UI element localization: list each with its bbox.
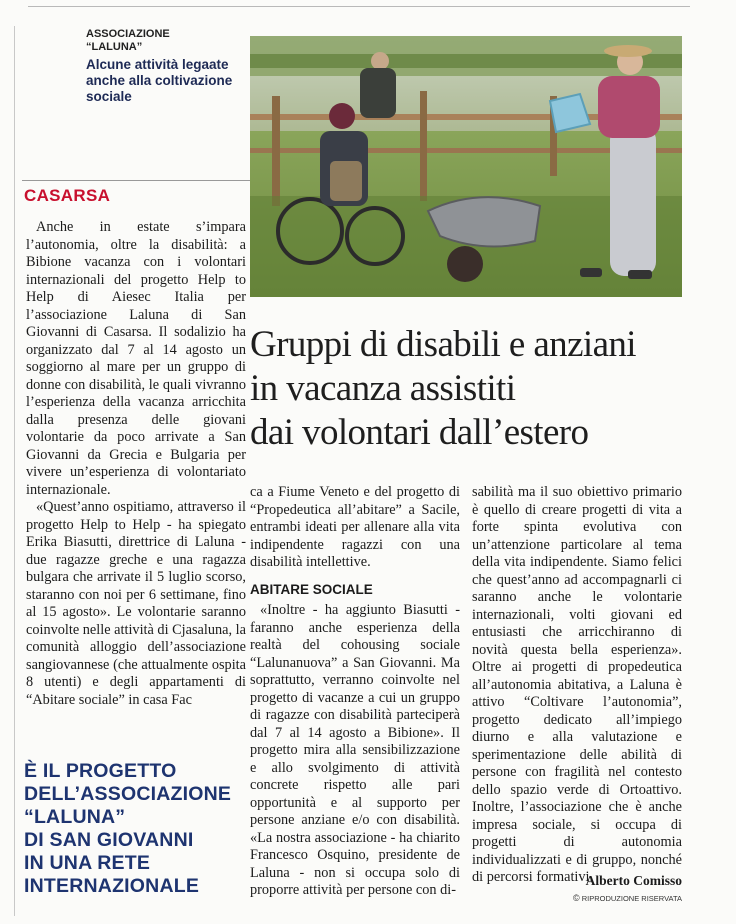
article-paragraph: «Quest’anno ospitiamo, attraverso il progetto Help to Help - ha spiegato Erika Biasutti, direttrice di Laluna - due ragazze greche e una ragazza bulgara che arrivate il 5 luglio scorso, staranno con noi per 6 settimane, fino al 15 agosto». Le volontarie saranno coinvolte nelle attività di Cjasaluna, la comunità alloggio dell’associazione sangiovannese (che attualmente ospita 8 utenti) e degli appartamenti di “Abitare sociale” in casa Fac — [26, 499, 246, 708]
pull-quote-line: È IL PROGETTO — [24, 760, 177, 782]
author-byline: Alberto Comisso — [585, 873, 682, 888]
pull-quote-line: IN UNA RETE — [24, 852, 151, 874]
article-column-1 — [26, 219, 246, 709]
caption-kicker-line1: ASSOCIAZIONE — [86, 28, 170, 40]
headline-line: Gruppi di disabili e anziani — [250, 324, 636, 365]
copyright-text: RIPRODUZIONE RISERVATA — [581, 894, 682, 903]
caption-kicker-line2: “LALUNA” — [86, 41, 143, 53]
headline-line: in vacanza assistiti — [250, 368, 516, 409]
location-label: CASARSA — [24, 186, 111, 205]
headline — [250, 323, 690, 455]
headline-line: dai volontari dall’estero — [250, 412, 589, 453]
article-paragraph: «Inoltre - ha aggiunto Biasutti - faranno anche esperienza della realtà del cohousing sociale “Lalunanuova” a San Giovanni. Ma soprattutto, verranno coinvolte nel progetto di vacanze a cui un gruppo di ragazze con disabilità parteciperà dal 7 al 14 agosto a Bibione». Il progetto mira alla sensibilizzazione e allo svolgimento di attività concrete rispetto alle pari opportunità e al supporto per persone anziane e/o con disabilità. «La nostra associazione - ha chiarito Francesco Osquino, presidente de Laluna - non si occupa solo di proporre attività per persone con di- — [250, 602, 460, 898]
garden-photo-illustration — [250, 36, 682, 297]
article-paragraph: ca a Fiume Veneto e del progetto di “Propedeutica all’abitare” a Sacile, entrambi ideati per allenare alla vita indipendente ragazzi con una disabilità intellettive. — [250, 484, 460, 570]
article-column-2 — [250, 484, 460, 900]
pull-quote-line: INTERNAZIONALE — [24, 875, 200, 897]
pull-quote-line: DELL’ASSOCIAZIONE — [24, 783, 232, 805]
copyright-notice — [472, 893, 682, 903]
location-rule — [22, 180, 250, 181]
left-margin-rule — [14, 26, 15, 916]
top-rule — [28, 6, 690, 7]
article-column-3 — [472, 484, 682, 887]
photo-caption-kicker — [86, 28, 246, 54]
section-subhead: ABITARE SOCIALE — [250, 581, 373, 597]
pull-quote-line: “LALUNA” — [24, 806, 126, 828]
article-paragraph: sabilità ma il suo obiettivo primario è quello di creare progetti di vita a forte spinta evolutiva con un’attenzione particolare al tema della vita indipendente. Siamo felici che quest’anno ad accompagnarli ci saranno anche le volontarie internazionali, volti giovani ed entusiasti che arricchiranno di novità questa bella esperienza». Oltre ai progetti di propedeutica all’autonomia abitativa, a Laluna è attivo “Coltivare l’autonomia”, progetto dedicato all’impiego diurno e alla valutazione e sperimentazione delle abilità di persone con fragilità nel contesto dello spazio verde di Ortoattivo. Inoltre, l’associazione che è anche impresa sociale, si occupa di progetti di autonomia individualizzati e di gruppo, nonché di percorsi formativi. — [472, 484, 682, 885]
photo-caption: Alcune attività legaate anche alla coltivazione sociale — [86, 57, 233, 104]
pull-quote-line: DI SAN GIOVANNI — [24, 829, 194, 851]
copyright-icon: © — [572, 893, 580, 903]
article-paragraph: Anche in estate s’impara l’autonomia, oltre la disabilità: a Bibione vacanza con i volontari internazionali del progetto Help to Help di Aiesec Italia per l’associazione Laluna di San Giovanni di Casarsa. Il sodalizio ha organizzato dal 7 al 14 agosto un soggiorno al mare per un gruppo di donne con disabilità, le quali vivranno l’esperienza della vacanza arricchita dalla presenza delle giovani volontarie da poco arrivate a San Giovanni da Grecia e Bulgaria per vivere un’esperienza di volontariato internazionale. — [26, 219, 246, 498]
pull-quote — [24, 760, 244, 898]
article-photo — [250, 36, 682, 297]
